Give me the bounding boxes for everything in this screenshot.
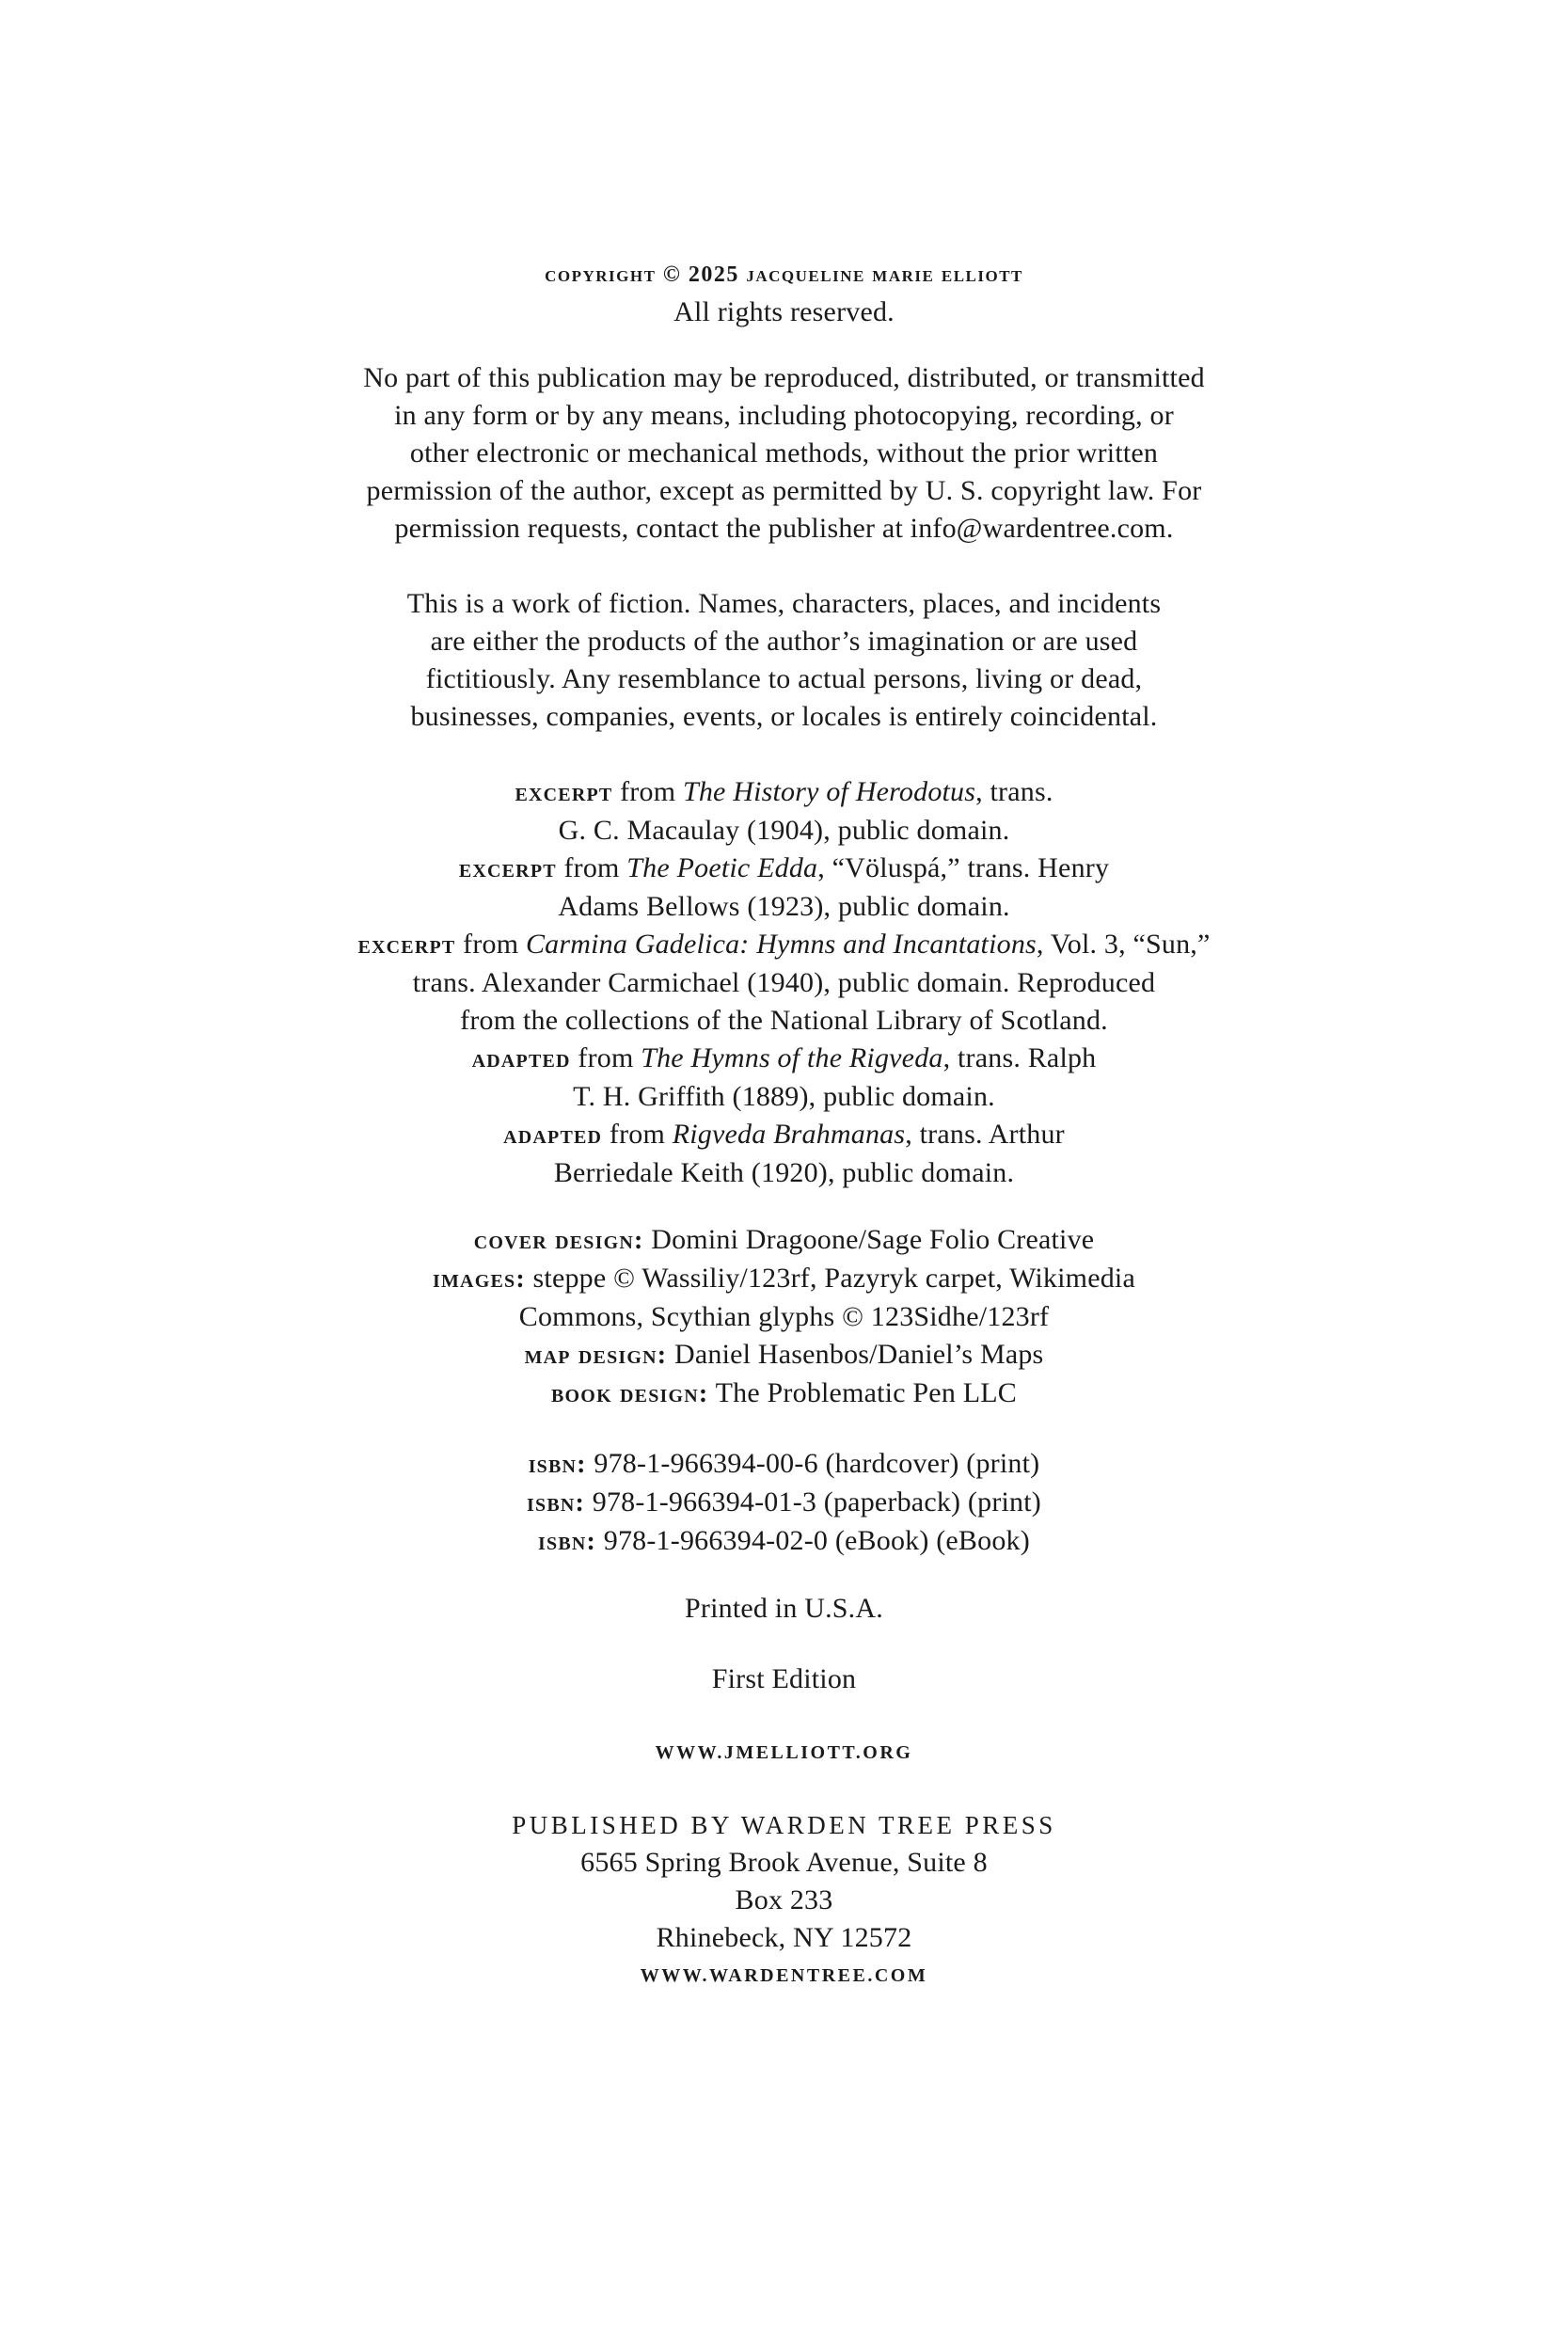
- source-text: , trans. Ralph: [942, 1042, 1097, 1073]
- source-text: Berriedale Keith (1920), public domain.: [553, 1157, 1015, 1188]
- credit-entry: [0, 1336, 1568, 1375]
- permission-line: in any form or by any means, including photocopying, recording, or: [394, 400, 1174, 431]
- source-text: from: [455, 929, 526, 960]
- credit-value: Domini Dragoone/Sage Folio Creative: [643, 1224, 1095, 1255]
- author-url-block: [0, 1734, 1568, 1772]
- fiction-line: This is a work of fiction. Names, characters, places, and incidents: [406, 588, 1162, 619]
- source-label: excerpt: [515, 778, 613, 807]
- source-title: The Poetic Edda: [626, 852, 818, 883]
- publisher-block: [0, 1806, 1568, 1994]
- copyright-heading: copyright © 2025 jacqueline marie elliott: [545, 262, 1023, 287]
- source-text: from: [612, 776, 683, 807]
- source-text: from: [556, 852, 627, 883]
- source-entry: [0, 850, 1568, 888]
- isbn-label: isbn:: [538, 1527, 597, 1556]
- author-url: WWW.JMELLIOTT.ORG: [655, 1742, 913, 1763]
- printed-in: [0, 1590, 1568, 1628]
- fiction-line: businesses, companies, events, or locales is entirely coincidental.: [410, 701, 1158, 732]
- source-text: , trans.: [975, 776, 1053, 807]
- credit-value: The Problematic Pen LLC: [708, 1377, 1017, 1408]
- isbn-list: [0, 1445, 1568, 1561]
- credit-label: images:: [433, 1264, 526, 1294]
- source-label: excerpt: [458, 854, 557, 883]
- isbn-label: isbn:: [528, 1450, 587, 1479]
- source-label: adapted: [471, 1044, 571, 1073]
- credit-entry: [0, 1375, 1568, 1413]
- source-text: T. H. Griffith (1889), public domain.: [573, 1081, 995, 1112]
- edition-text: First Edition: [711, 1663, 857, 1694]
- permission-line: other electronic or mechanical methods, without the prior written: [409, 437, 1159, 469]
- permission-line: permission of the author, except as permitted by U. S. copyright law. For: [366, 475, 1202, 506]
- source-title: The Hymns of the Rigveda: [641, 1042, 943, 1073]
- design-credits: [0, 1221, 1568, 1413]
- credit-value: Daniel Hasenbos/Daniel’s Maps: [667, 1339, 1044, 1370]
- source-text: , “Völuspá,” trans. Henry: [817, 852, 1110, 883]
- publisher-url: WWW.WARDENTREE.COM: [640, 1965, 928, 1986]
- isbn-label: isbn:: [527, 1488, 586, 1518]
- credit-value: Commons, Scythian glyphs © 123Sidhe/123rf: [518, 1301, 1050, 1332]
- source-credits: [0, 773, 1568, 1192]
- source-entry: [0, 926, 1568, 964]
- credit-entry: [0, 1221, 1568, 1260]
- source-text: from the collections of the National Library of Scotland.: [460, 1005, 1108, 1036]
- publisher-address: 6565 Spring Brook Avenue, Suite 8: [580, 1847, 988, 1878]
- publisher-address: Box 233: [735, 1884, 833, 1915]
- credit-label: map design:: [524, 1341, 668, 1370]
- isbn-value: 978-1-966394-01-3 (paperback) (print): [585, 1486, 1041, 1518]
- rights-reserved: All rights reserved.: [673, 296, 895, 327]
- fiction-disclaimer: [0, 585, 1568, 736]
- credit-entry: [0, 1260, 1568, 1298]
- source-title: Carmina Gadelica: Hymns and Incantations: [525, 929, 1037, 960]
- permission-line: No part of this publication may be reproduced, distributed, or transmitted: [363, 362, 1205, 393]
- fiction-line: are either the products of the author’s imagination or are used: [430, 626, 1138, 657]
- credit-label: book design:: [551, 1379, 709, 1408]
- isbn-entry: [0, 1522, 1568, 1561]
- source-text: , Vol. 3, “Sun,”: [1036, 929, 1211, 960]
- source-text: from: [570, 1042, 641, 1073]
- isbn-value: 978-1-966394-00-6 (hardcover) (print): [586, 1448, 1040, 1479]
- publisher-address: Rhinebeck, NY 12572: [656, 1922, 912, 1953]
- copyright-block: [0, 256, 1568, 331]
- source-label: excerpt: [357, 930, 456, 960]
- isbn-entry: [0, 1484, 1568, 1522]
- source-title: The History of Herodotus: [682, 776, 976, 807]
- source-text: Adams Bellows (1923), public domain.: [558, 891, 1010, 922]
- source-text: from: [602, 1119, 673, 1150]
- source-entry: [0, 1116, 1568, 1154]
- source-entry: [0, 1040, 1568, 1078]
- isbn-entry: [0, 1445, 1568, 1484]
- permission-paragraph: [0, 359, 1568, 548]
- isbn-value: 978-1-966394-02-0 (eBook) (eBook): [596, 1525, 1030, 1556]
- credit-label: cover design:: [473, 1226, 644, 1255]
- fiction-line: fictitiously. Any resemblance to actual persons, living or dead,: [425, 663, 1143, 694]
- printed-text: Printed in U.S.A.: [685, 1593, 883, 1624]
- source-label: adapted: [503, 1120, 603, 1150]
- edition: [0, 1661, 1568, 1698]
- publisher-name: PUBLISHED BY WARDEN TREE PRESS: [512, 1811, 1056, 1839]
- source-title: Rigveda Brahmanas: [672, 1119, 906, 1150]
- source-text: , trans. Arthur: [905, 1119, 1065, 1150]
- credit-value: steppe © Wassiliy/123rf, Pazyryk carpet, Wikimedia: [525, 1263, 1135, 1294]
- source-text: G. C. Macaulay (1904), public domain.: [558, 815, 1010, 846]
- permission-line: permission requests, contact the publisher at info@wardentree.com.: [394, 513, 1174, 544]
- source-text: trans. Alexander Carmichael (1940), public domain. Reproduced: [412, 967, 1156, 998]
- source-entry: [0, 773, 1568, 812]
